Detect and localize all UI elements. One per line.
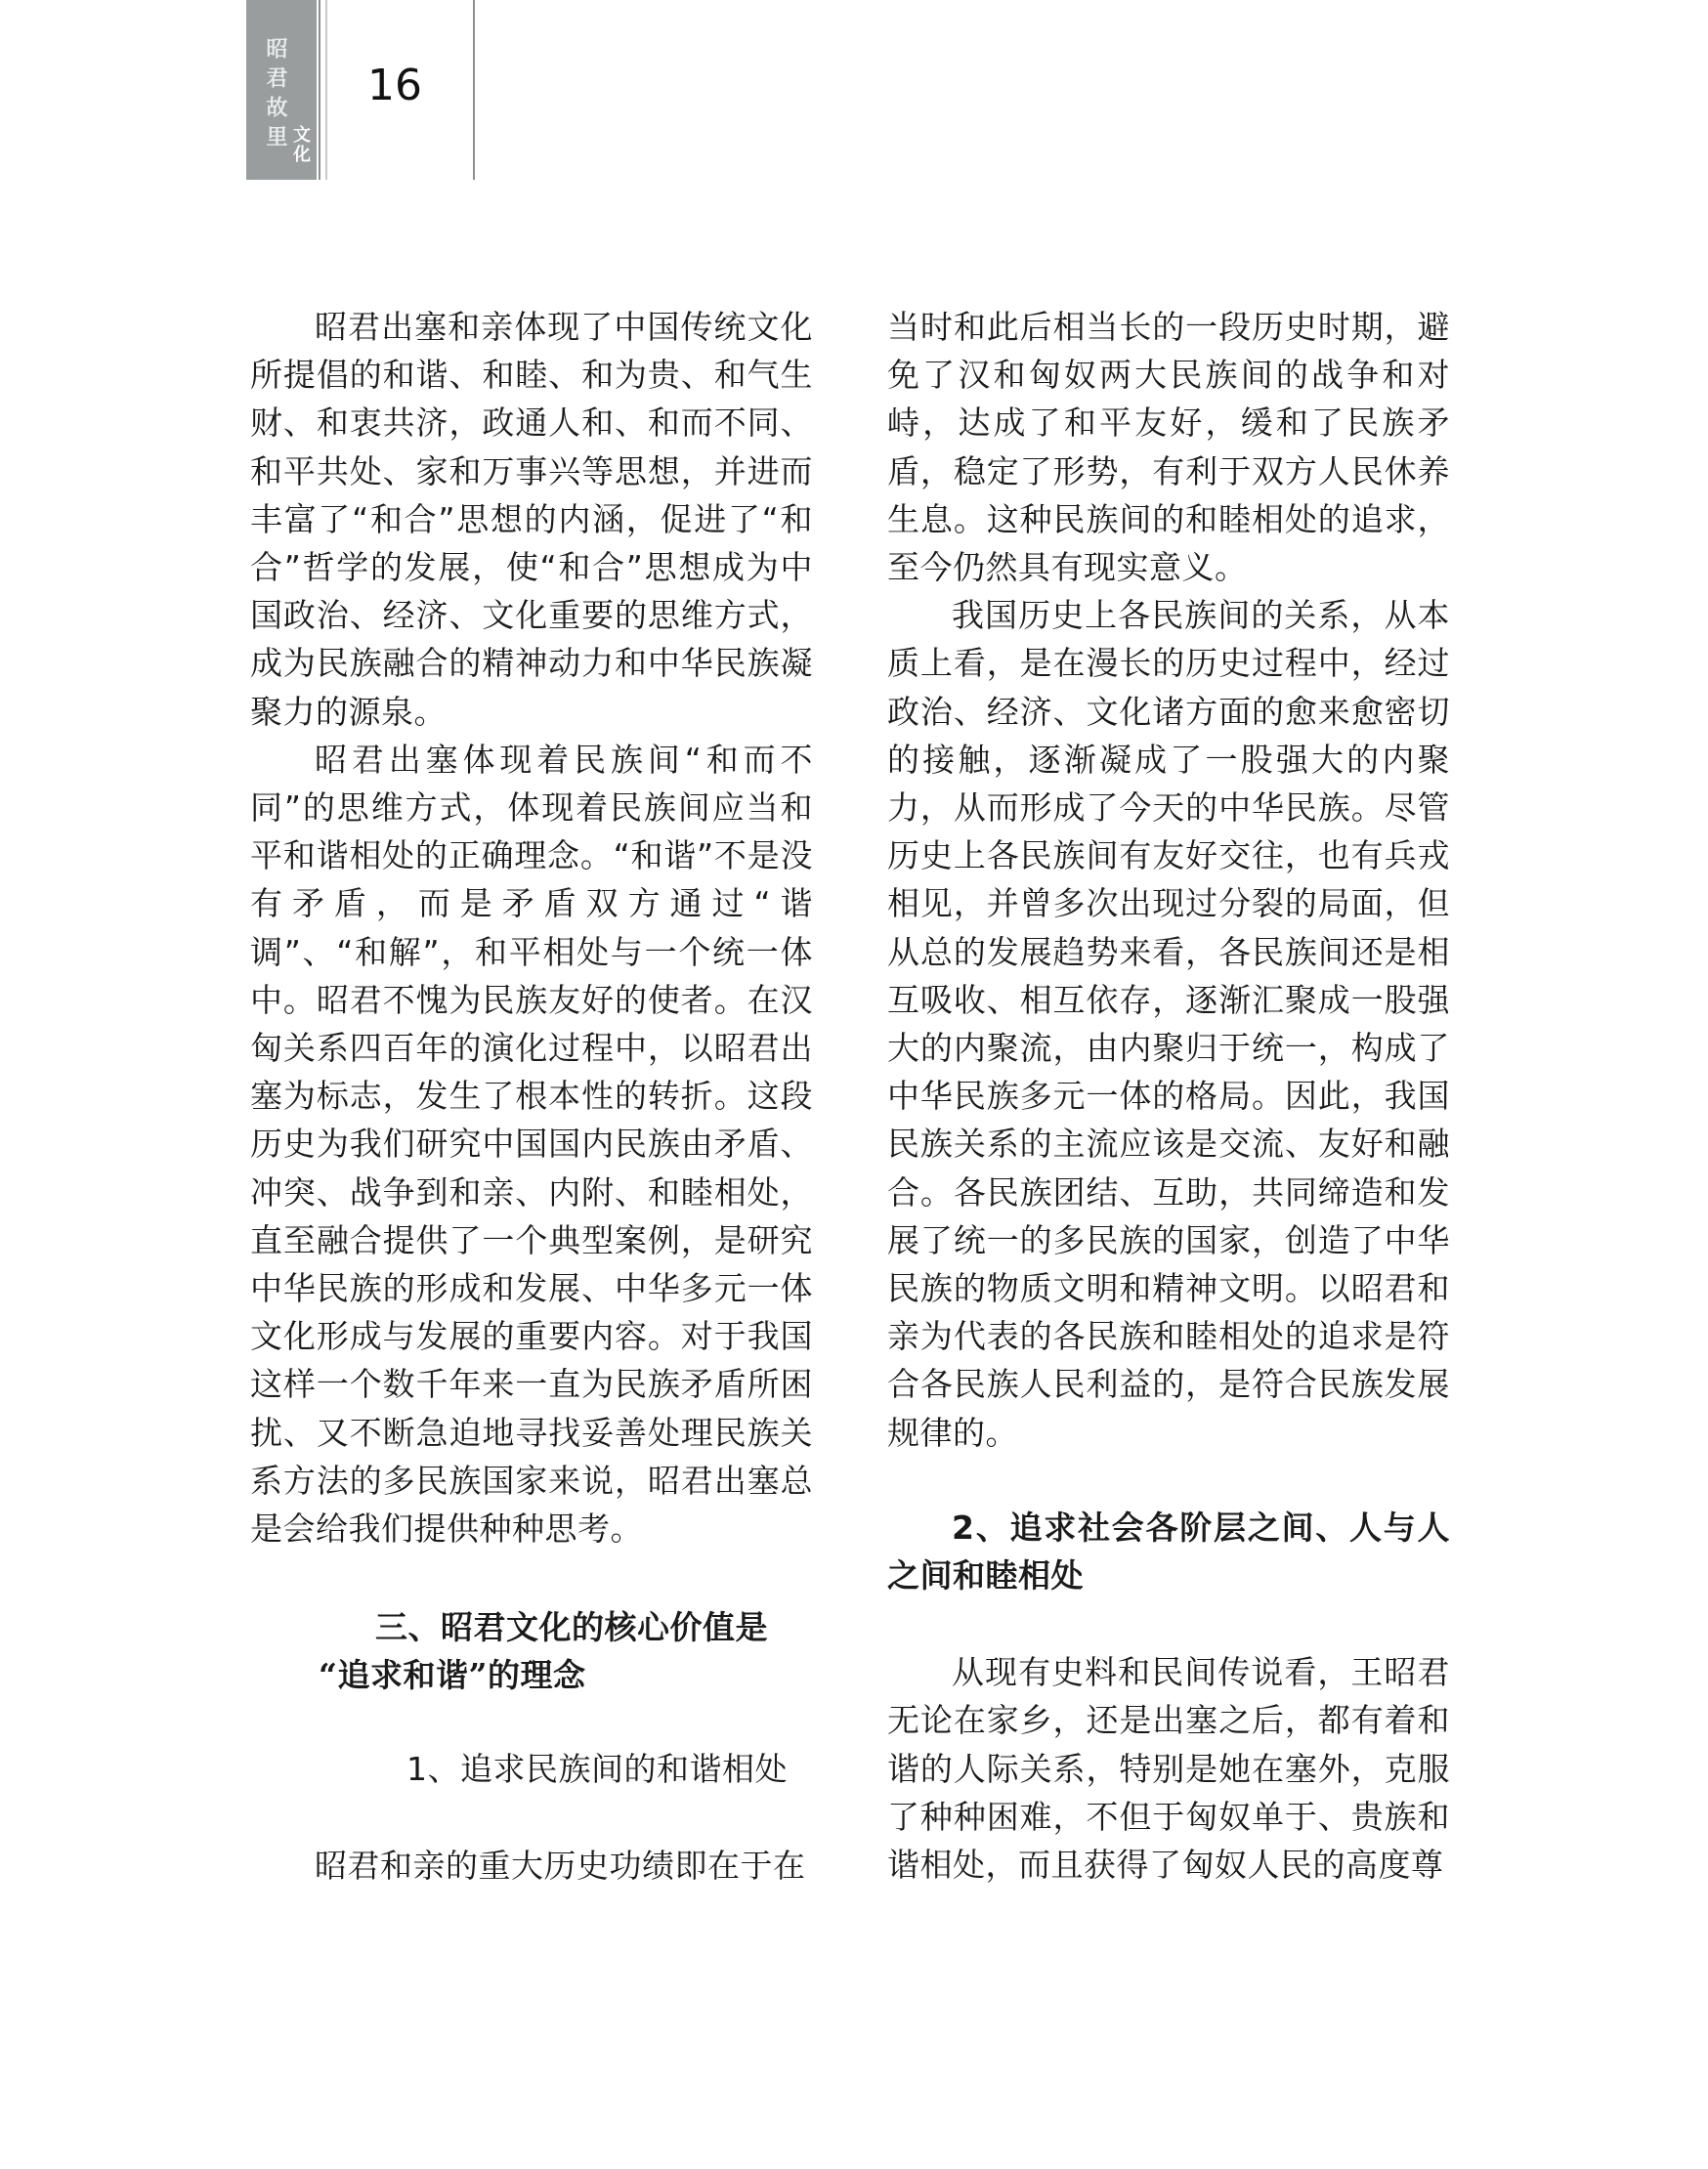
page-number: 16 [367, 61, 422, 110]
body-paragraph: 昭君出塞体现着民族间“和而不同”的思维方式，体现着民族间应当和平和谐相处的正确理念。“和谐”不是没有矛盾，而是矛盾双方通过“谐调”、“和解”，和平相处与一个统一体中。昭君不愧为民族友好的使者。在汉匈关系四百年的演化过程中，以昭君出塞为标志，发生了根本性的转折。这段历史为我们研究中国国内民族由矛盾、冲突、战争到和亲、内附、和睦相处，直至融合提供了一个典型案例，是研究中华民族的形成和发展、中华多元一体文化形成与发展的重要内容。对于我国这样一个数千年来一直为民族矛盾所困扰、又不断急迫地寻找妥善处理民族关系方法的多民族国家来说，昭君出塞总是会给我们提供种种思考。 [250, 740, 813, 1549]
publication-name: 昭君故里 [263, 37, 288, 154]
body-paragraph: 昭君和亲的重大历史功绩即在于在 [315, 1846, 806, 1885]
body-paragraph: 昭君出塞和亲体现了中国传统文化所提倡的和谐、和睦、和为贵、和气生财、和衷共济，政通人和、和而不同、和平共处、家和万事兴等思想，并进而丰富了“和合”思想的内涵，促进了“和合”哲学的发展，使“和合”思想成为中国政治、经济、文化重要的思维方式，成为民族融合的精神动力和中华民族凝聚力的源泉。 [250, 308, 813, 731]
section-label: 文化 [290, 125, 311, 164]
header-rule [473, 0, 475, 180]
header-rule [319, 0, 320, 180]
body-paragraph: 从现有史料和民间传说看，王昭君无论在家乡，还是出塞之后，都有着和谐的人际关系，特别是她在塞外，克服了种种困难，不但于匈奴单于、贵族和谐相处，而且获得了匈奴人民的高度尊 [887, 1653, 1450, 1885]
body-paragraph: 当时和此后相当长的一段历史时期，避免了汉和匈奴两大民族间的战争和对峙，达成了和平友好，缓和了民族矛盾，稳定了形势，有利于双方人民休养生息。这种民族间的和睦相处的追求，至今仍然具有现实意义。 [887, 308, 1450, 587]
section-heading: 三、昭君文化的核心价值是 [375, 1608, 768, 1647]
section-tab [246, 0, 317, 180]
left-column [250, 303, 813, 1890]
subsection-heading: 1、追求民族间的和谐相处 [406, 1749, 788, 1788]
body-paragraph: 我国历史上各民族间的关系，从本质上看，是在漫长的历史过程中，经过政治、经济、文化诸方面的愈来愈密切的接触，逐渐凝成了一股强大的内聚力，从而形成了今天的中华民族。尽管历史上各民族间有友好交往，也有兵戎相见，并曾多次出现过分裂的局面，但从总的发展趋势来看，各民族间还是相互吸收、相互依存，逐渐汇聚成一股强大的内聚流，由内聚归于统一，构成了中华民族多元一体的格局。因此，我国民族关系的主流应该是交流、友好和融合。各民族团结、互助，共同缔造和发展了统一的多民族的国家，创造了中华民族的物质文明和精神文明。以昭君和亲为代表的各民族和睦相处的追求是符合各民族人民利益的，是符合民族发展规律的。 [887, 596, 1450, 1452]
header-rule [325, 0, 327, 180]
section-heading: “追求和谐”的理念 [319, 1656, 586, 1695]
subsection-heading: 2、追求社会各阶层之间、人与人之间和睦相处 [887, 1508, 1450, 1595]
right-column [887, 303, 1450, 1889]
